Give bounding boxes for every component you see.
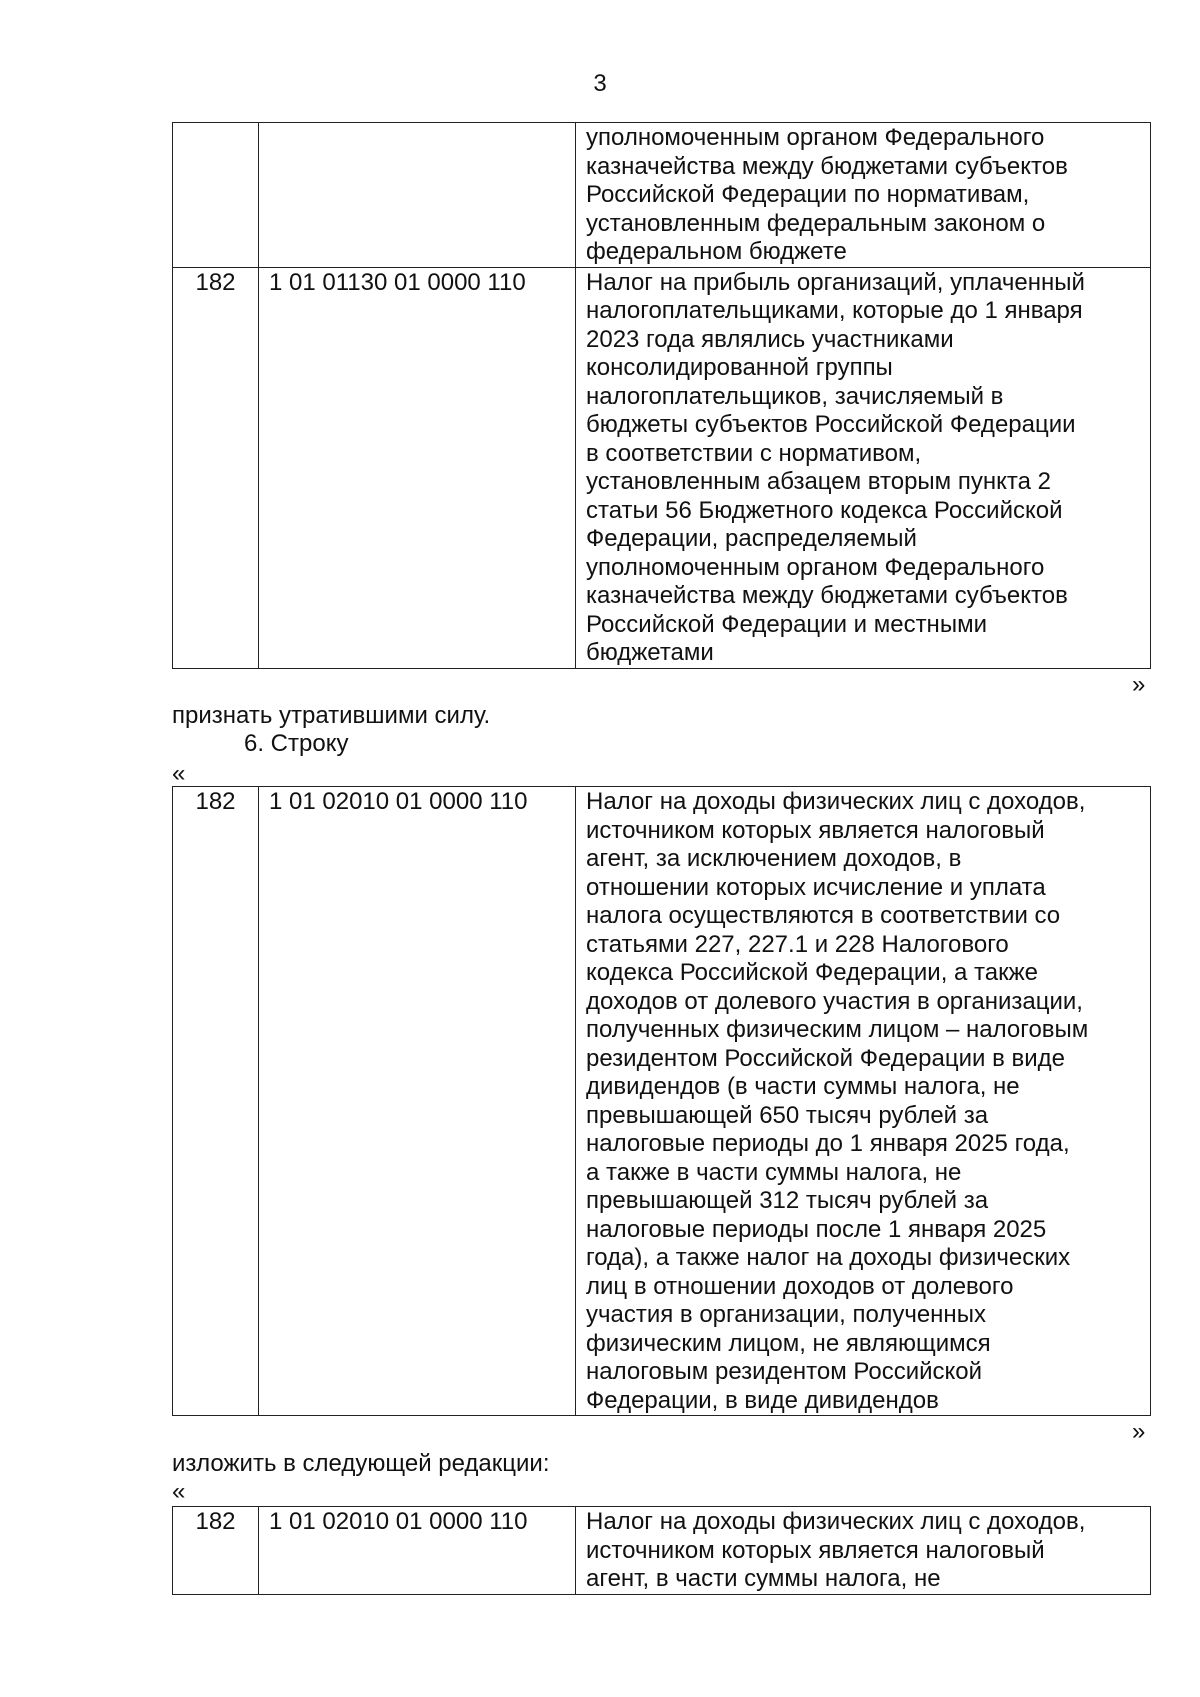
description-line: отношении которых исчисление и уплата	[586, 873, 1046, 901]
table-row	[173, 123, 1151, 268]
invalidate-text: признать утратившими силу.	[172, 702, 491, 729]
description-line: полученных физическим лицом – налоговым	[586, 1016, 1089, 1043]
description-cell	[576, 123, 1151, 268]
description-line: Налог на прибыль организаций, уплаченный	[586, 268, 1085, 296]
opening-quote: «	[172, 1478, 186, 1505]
description-line: агент, за исключением доходов, в	[586, 845, 962, 872]
description-line: налоговые периоды до 1 января 2025 года,	[586, 1130, 1070, 1157]
description-line: источником которых является налоговый	[586, 1536, 1045, 1564]
description-line: а также в части суммы налога, не	[586, 1158, 962, 1186]
description-line: Налог на доходы физических лиц с доходов,	[586, 1508, 1086, 1535]
opening-quote: «	[172, 760, 186, 787]
description-line: агент, в части суммы налога, не	[586, 1565, 941, 1592]
description-line: кодекса Российской Федерации, а также	[586, 959, 1039, 986]
description-line: бюджеты субъектов Российской Федерации	[586, 411, 1076, 438]
description-cell	[576, 267, 1151, 668]
description-line: превышающей 312 тысяч рублей за	[586, 1187, 989, 1214]
description-line: доходов от долевого участия в организации,	[586, 987, 1083, 1015]
description-line: статьи 56 Бюджетного кодекса Российской	[586, 496, 1063, 524]
description-line: статьями 227, 227.1 и 228 Налогового	[586, 930, 1009, 958]
description-line: казначейства между бюджетами субъектов	[586, 152, 1068, 180]
closing-quote: »	[1132, 671, 1146, 698]
description-line: участия в организации, полученных	[586, 1301, 986, 1328]
description-cell	[576, 1507, 1151, 1595]
table-row	[173, 267, 1151, 668]
description-line: Российской Федерации по нормативам,	[586, 181, 1030, 208]
table-row	[173, 787, 1151, 1416]
description-line: уполномоченным органом Федерального	[586, 553, 1045, 581]
description-line: казначейства между бюджетами субъектов	[586, 582, 1068, 609]
description-line: года), а также налог на доходы физических	[586, 1244, 1071, 1271]
description-line: налоговым резидентом Российской	[586, 1358, 983, 1385]
description-cell	[576, 787, 1151, 1416]
page-number: 3	[593, 70, 607, 97]
budget-code-cell: 1 01 02010 01 0000 110	[259, 1507, 576, 1595]
budget-code-cell: 1 01 02010 01 0000 110	[259, 787, 576, 1416]
admin-code-cell: 182	[173, 787, 259, 1416]
closing-quote: »	[1132, 1418, 1146, 1445]
description-line: налогоплательщиков, зачисляемый в	[586, 382, 1004, 410]
description-line: уполномоченным органом Федерального	[586, 124, 1045, 151]
description-line: Федерации, распределяемый	[586, 525, 917, 552]
description-line: дивидендов (в части суммы налога, не	[586, 1073, 1020, 1100]
description-line: налога осуществляются в соответствии со	[586, 902, 1061, 929]
restate-text: изложить в следующей редакции:	[172, 1450, 550, 1477]
admin-code-cell: 182	[173, 1507, 259, 1595]
description-line: федеральном бюджете	[586, 238, 847, 265]
description-line: лиц в отношении доходов от долевого	[586, 1272, 1014, 1300]
description-line: резидентом Российской Федерации в виде	[586, 1044, 1065, 1072]
description-line: бюджетами	[586, 639, 714, 666]
admin-code-cell: 182	[173, 267, 259, 668]
table-row	[173, 1507, 1151, 1595]
description-line: установленным абзацем вторым пункта 2	[586, 468, 1051, 495]
item-6-heading: 6. Строку	[244, 730, 349, 757]
description-line: установленным федеральным законом о	[586, 209, 1046, 237]
admin-code-cell	[173, 123, 259, 268]
description-line: физическим лицом, не являющимся	[586, 1329, 991, 1357]
description-line: источником которых является налоговый	[586, 816, 1045, 844]
description-line: 2023 года являлись участниками	[586, 325, 954, 353]
description-line: консолидированной группы	[586, 354, 893, 381]
description-line: Налог на доходы физических лиц с доходов,	[586, 788, 1086, 815]
description-line: налогоплательщиками, которые до 1 января	[586, 297, 1083, 324]
budget-code-table-2	[172, 786, 1151, 1416]
description-line: Российской Федерации и местными	[586, 610, 987, 638]
budget-code-table-3	[172, 1506, 1151, 1595]
description-line: в соответствии с нормативом,	[586, 439, 922, 467]
description-line: налоговые периоды после 1 января 2025	[586, 1215, 1047, 1243]
budget-code-cell: 1 01 01130 01 0000 110	[259, 267, 576, 668]
budget-code-table-1	[172, 122, 1151, 669]
description-line: превышающей 650 тысяч рублей за	[586, 1101, 989, 1129]
description-line: Федерации, в виде дивидендов	[586, 1386, 939, 1414]
budget-code-cell	[259, 123, 576, 268]
